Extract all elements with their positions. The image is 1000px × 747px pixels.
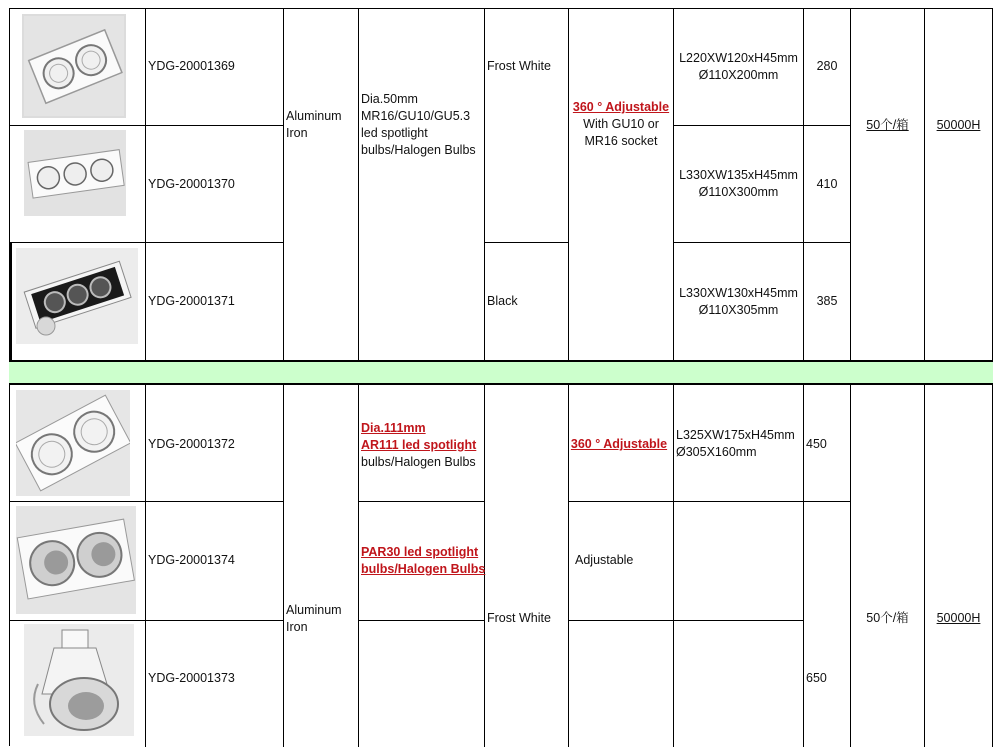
grid-line <box>9 8 993 9</box>
bulb-spec-ar111: Dia.111mm AR111 led spotlight <box>361 421 477 452</box>
finish-color: Frost White <box>487 59 551 73</box>
grid-line <box>358 501 484 502</box>
grid-line <box>358 385 359 747</box>
price: 385 <box>816 294 838 308</box>
grid-line <box>568 620 803 621</box>
material-text: Aluminum Iron <box>286 109 342 140</box>
price: 450 <box>806 437 827 451</box>
grid-line <box>358 8 359 360</box>
triple-downlight-white-photo <box>24 130 126 216</box>
model-number: YDG-20001369 <box>148 59 235 73</box>
separator-band <box>9 360 993 385</box>
bulb-spec-ar111-note: bulbs/Halogen Bulbs <box>361 455 476 469</box>
bulb-spec: Dia.50mm MR16/GU10/GU5.3 led spotlight bulbs/Halogen Bulbs <box>361 92 476 157</box>
model-number: YDG-20001374 <box>148 553 235 567</box>
grid-line <box>9 501 283 502</box>
grid-line <box>358 620 484 621</box>
packing-qty: 50个/箱 <box>866 118 909 132</box>
grid-line <box>145 385 146 747</box>
grid-line <box>673 242 850 243</box>
grid-line <box>283 8 284 360</box>
material-text: Aluminum Iron <box>286 603 342 634</box>
single-par30-housing-photo <box>24 624 134 736</box>
grid-line <box>803 385 804 747</box>
price: 410 <box>816 177 838 191</box>
price: 650 <box>806 671 827 685</box>
bulb-spec-par30: PAR30 led spotlight bulbs/Halogen Bulbs <box>361 545 486 576</box>
double-ar111-white-photo <box>16 390 130 496</box>
grid-line <box>850 385 851 747</box>
socket-note: With GU10 or MR16 socket <box>583 117 659 148</box>
grid-line <box>9 620 283 621</box>
dimensions: L220XW120xH45mm Ø110X200mm <box>679 51 798 82</box>
packing-qty: 50个/箱 <box>866 611 909 625</box>
grid-line <box>283 385 284 747</box>
grid-line <box>484 8 485 360</box>
lifetime: 50000H <box>936 118 981 132</box>
dimensions: L330XW130xH45mm Ø110X305mm <box>679 286 798 317</box>
adjustable-label: 360 ° Adjustable <box>572 100 670 114</box>
grid-line <box>850 8 851 360</box>
grid-line <box>484 242 568 243</box>
dimensions: L330XW135xH45mm Ø110X300mm <box>679 168 798 199</box>
adjustable-label: Adjustable <box>575 553 634 567</box>
model-number: YDG-20001371 <box>148 294 235 308</box>
lifetime: 50000H <box>936 611 981 625</box>
dimensions: L325XW175xH45mm Ø305X160mm <box>676 428 795 459</box>
model-number: YDG-20001373 <box>148 671 235 685</box>
double-downlight-white-photo <box>22 14 126 118</box>
grid-line <box>10 242 12 360</box>
model-number: YDG-20001372 <box>148 437 235 451</box>
grid-line <box>9 242 283 243</box>
grid-line <box>924 8 925 360</box>
grid-line <box>145 8 146 360</box>
grid-line <box>673 125 850 126</box>
triple-downlight-black-photo <box>16 248 138 344</box>
grid-line <box>9 125 283 126</box>
grid-line <box>924 385 925 747</box>
finish-color: Frost White <box>487 611 551 625</box>
grid-line <box>673 385 674 747</box>
double-par30-white-photo <box>16 506 136 614</box>
price: 280 <box>816 59 838 73</box>
model-number: YDG-20001370 <box>148 177 235 191</box>
adjustable-label: 360 ° Adjustable <box>570 437 668 451</box>
finish-color: Black <box>487 294 518 308</box>
grid-line <box>568 501 850 502</box>
grid-line <box>568 8 569 360</box>
